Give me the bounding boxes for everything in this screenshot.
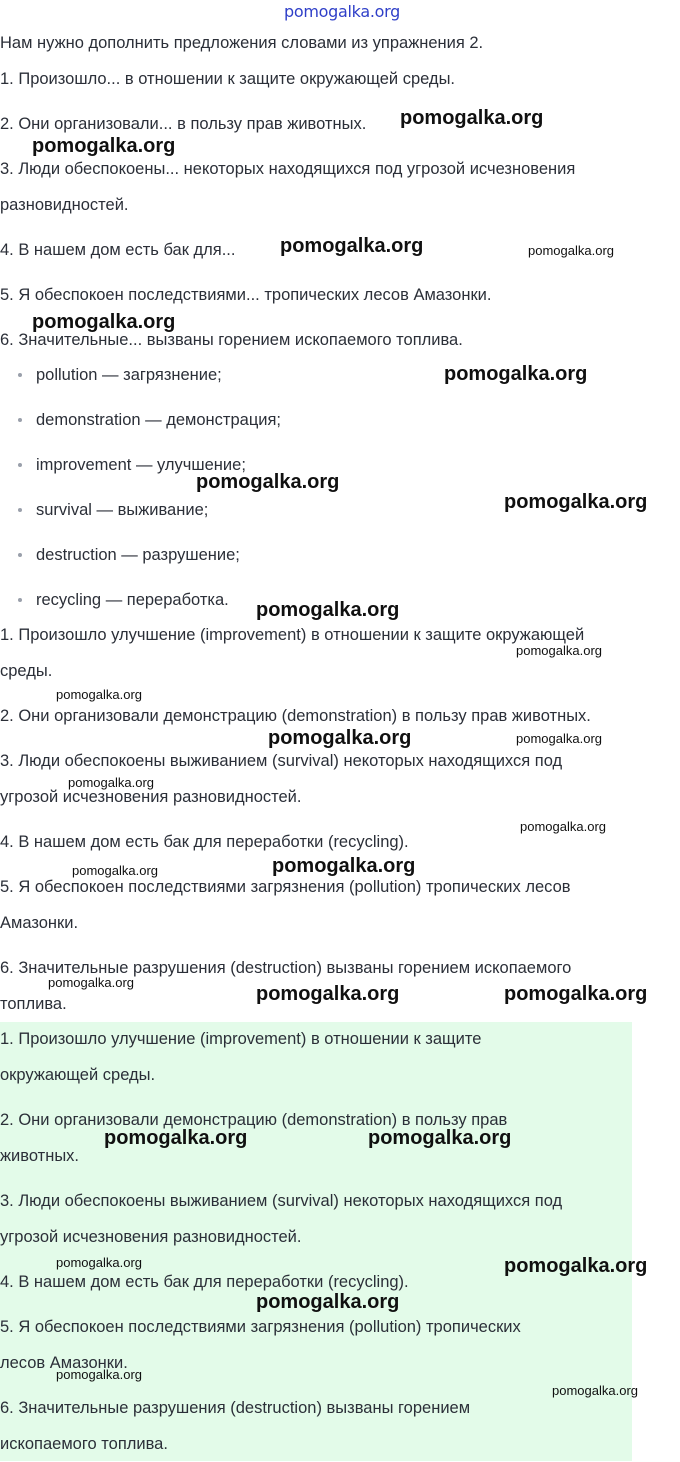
watermark: pomogalka.org [552, 1383, 638, 1398]
final-answer-line: 1. Произошло улучшение (improvement) в отношении к защите [0, 1030, 482, 1048]
watermark: pomogalka.org [56, 1255, 142, 1270]
task-sentence: 2. Они организовали... в пользу прав животных. [0, 115, 367, 133]
watermark: pomogalka.org [516, 643, 602, 658]
task-sentence: 3. Люди обеспокоены... некоторых находящихся под угрозой исчезновения [0, 160, 576, 178]
watermark: pomogalka.org [56, 1367, 142, 1382]
watermark: pomogalka.org [256, 599, 400, 621]
task-sentence: разновидностей. [0, 196, 129, 214]
answer-line: 2. Они организовали демонстрацию (demonstration) в пользу прав животных. [0, 707, 591, 725]
task-sentence: 5. Я обеспокоен последствиями... тропических лесов Амазонки. [0, 286, 492, 304]
watermark: pomogalka.org [56, 687, 142, 702]
watermark: pomogalka.org [280, 235, 424, 257]
watermark: pomogalka.org [104, 1127, 248, 1149]
final-answer-line: ископаемого топлива. [0, 1435, 168, 1453]
watermark: pomogalka.org [520, 819, 606, 834]
watermark: pomogalka.org [68, 775, 154, 790]
site-logo[interactable]: pomogalka.org [284, 2, 400, 21]
answer-line: Амазонки. [0, 914, 79, 932]
watermark: pomogalka.org [256, 1291, 400, 1313]
answer-line: угрозой исчезновения разновидностей. [0, 788, 302, 806]
list-item: pollution — загрязнение; [36, 366, 222, 384]
final-answer-line: лесов Амазонки. [0, 1354, 128, 1372]
final-answer-line: угрозой исчезновения разновидностей. [0, 1228, 302, 1246]
answer-line: среды. [0, 662, 53, 680]
answer-line: топлива. [0, 995, 67, 1013]
watermark: pomogalka.org [528, 243, 614, 258]
answer-line: 6. Значительные разрушения (destruction) вызваны горением ископаемого [0, 959, 572, 977]
watermark: pomogalka.org [516, 731, 602, 746]
task-sentence: 4. В нашем дом есть бак для... [0, 241, 236, 259]
intro-text: Нам нужно дополнить предложения словами из упражнения 2. [0, 34, 484, 52]
list-item: improvement — улучшение; [36, 456, 246, 474]
final-answer-line: 5. Я обеспокоен последствиями загрязнения (pollution) тропических [0, 1318, 521, 1336]
final-answer-line: 3. Люди обеспокоены выживанием (survival) некоторых находящихся под [0, 1192, 563, 1210]
list-item: demonstration — демонстрация; [36, 411, 282, 429]
watermark: pomogalka.org [72, 863, 158, 878]
watermark: pomogalka.org [272, 855, 416, 877]
list-item: recycling — переработка. [36, 591, 229, 609]
final-answer-line: окружающей среды. [0, 1066, 156, 1084]
answer-line: 1. Произошло улучшение (improvement) в отношении к защите окружающей [0, 626, 585, 644]
watermark: pomogalka.org [256, 983, 400, 1005]
list-item: destruction — разрушение; [36, 546, 240, 564]
watermark: pomogalka.org [368, 1127, 512, 1149]
answer-line: 4. В нашем дом есть бак для переработки (recycling). [0, 833, 409, 851]
watermark: pomogalka.org [32, 135, 176, 157]
final-answer-line: животных. [0, 1147, 80, 1165]
watermark: pomogalka.org [504, 983, 648, 1005]
watermark: pomogalka.org [196, 471, 340, 493]
watermark: pomogalka.org [400, 107, 544, 129]
watermark: pomogalka.org [48, 975, 134, 990]
watermark: pomogalka.org [268, 727, 412, 749]
watermark: pomogalka.org [444, 363, 588, 385]
final-answer-line: 4. В нашем дом есть бак для переработки (recycling). [0, 1273, 409, 1291]
watermark: pomogalka.org [504, 1255, 648, 1277]
task-sentence: 6. Значительные... вызваны горением ископаемого топлива. [0, 331, 463, 349]
final-answer-line: 6. Значительные разрушения (destruction) вызваны горением [0, 1399, 471, 1417]
final-answer-line: 2. Они организовали демонстрацию (demonstration) в пользу прав [0, 1111, 508, 1129]
answer-line: 3. Люди обеспокоены выживанием (survival) некоторых находящихся под [0, 752, 563, 770]
watermark: pomogalka.org [32, 311, 176, 333]
list-item: survival — выживание; [36, 501, 209, 519]
answer-line: 5. Я обеспокоен последствиями загрязнения (pollution) тропических лесов [0, 878, 571, 896]
task-sentence: 1. Произошло... в отношении к защите окружающей среды. [0, 70, 456, 88]
watermark: pomogalka.org [504, 491, 648, 513]
